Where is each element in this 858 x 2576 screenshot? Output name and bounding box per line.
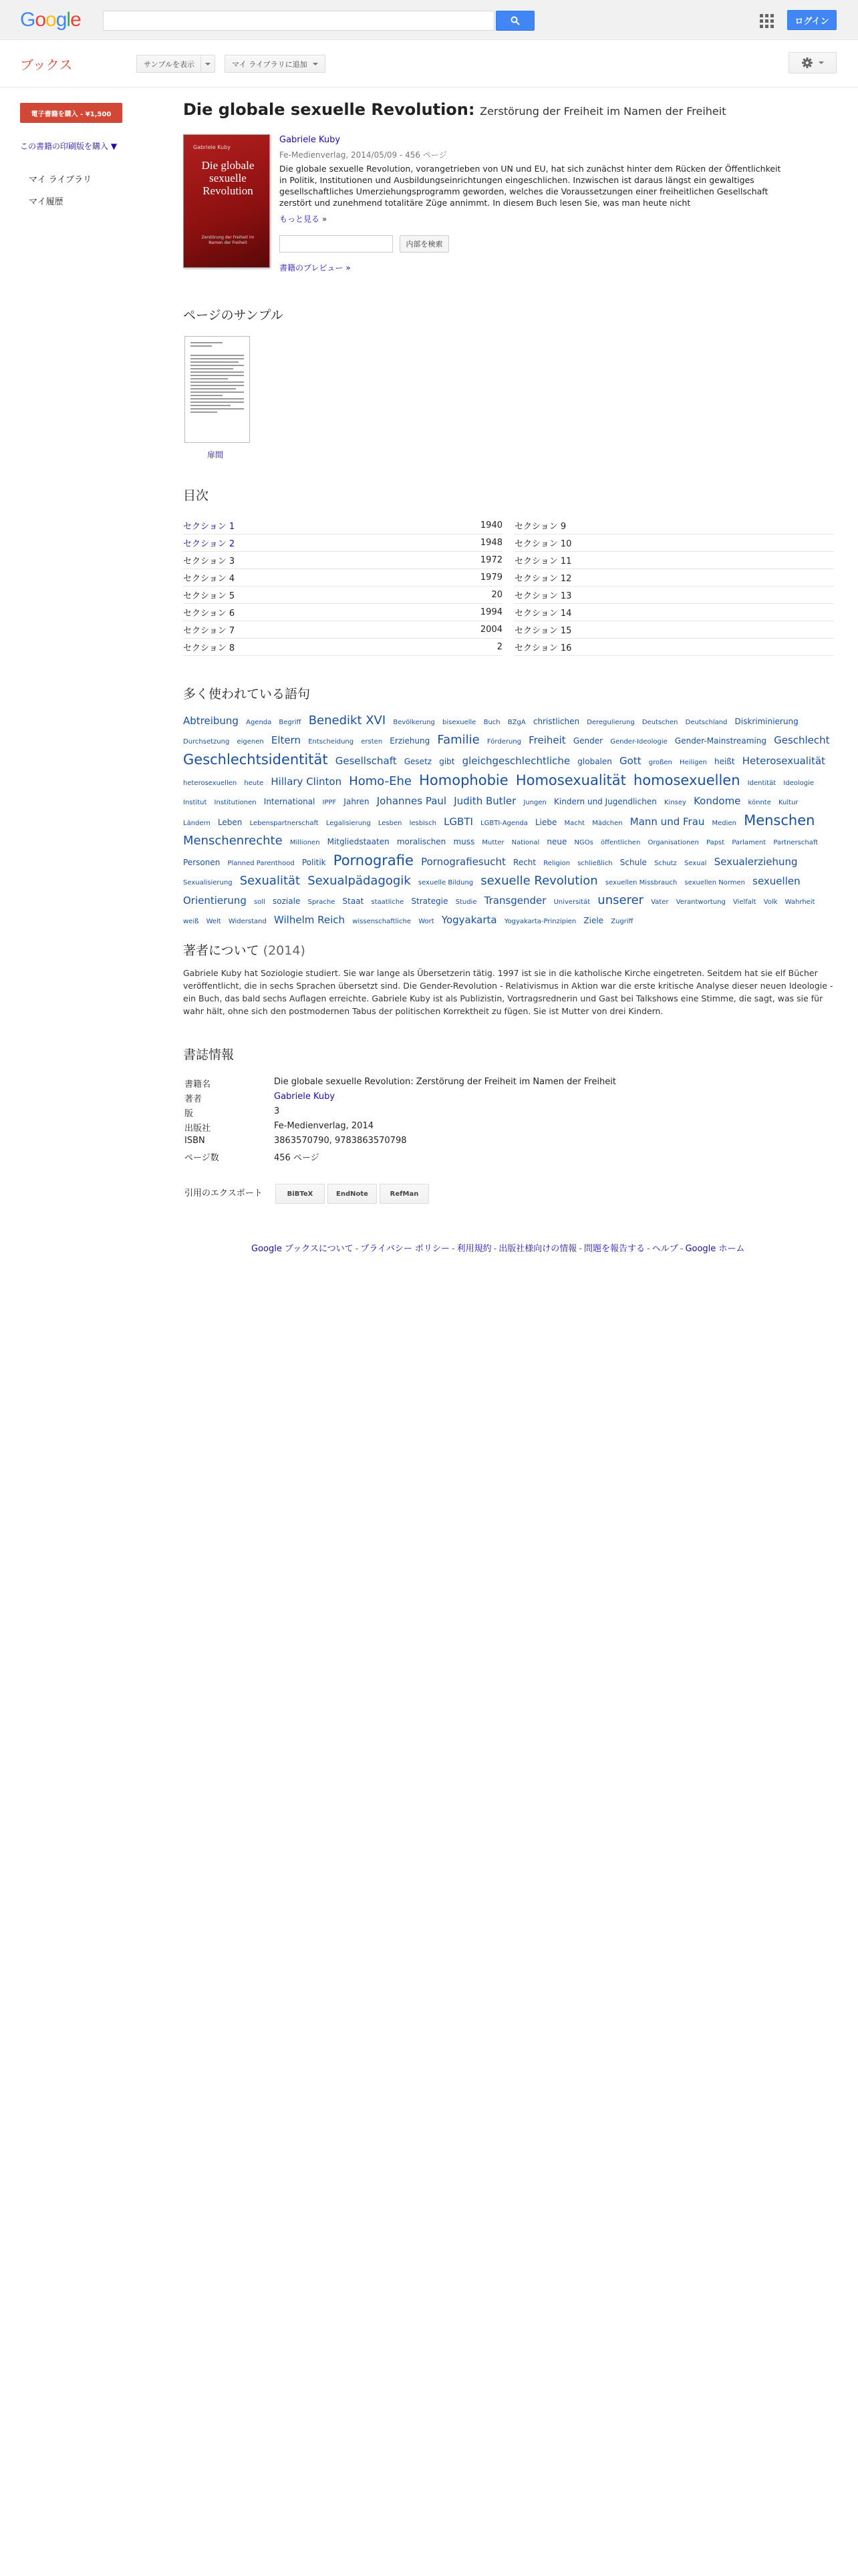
term-link[interactable]: Verantwortung xyxy=(676,899,726,906)
bib-key: 著者 xyxy=(184,1094,202,1104)
toc-row xyxy=(183,621,503,639)
sidebar-item-my-history[interactable]: マイ履歴 xyxy=(29,197,63,207)
search-input[interactable] xyxy=(103,11,494,31)
term-link[interactable]: Institutionen xyxy=(214,799,257,806)
term-link[interactable]: Buch xyxy=(483,719,500,726)
toc-section-label: セクション 14 xyxy=(515,609,572,619)
term-link[interactable]: Millionen xyxy=(289,839,320,846)
toc-section-label: セクション 4 xyxy=(183,574,235,584)
term-link[interactable]: muss xyxy=(453,837,475,846)
term-link[interactable]: Widerstand xyxy=(228,918,267,925)
bib-value: Die globale sexuelle Revolution: Zerstörung der Freiheit im Namen der Freiheit xyxy=(274,1077,617,1087)
term-link[interactable]: Vater xyxy=(651,899,669,906)
publication-info: Fe-Medienverlag, 2014/05/09 - 456 ページ xyxy=(279,150,447,160)
term-link[interactable]: Durchsetzung xyxy=(183,738,230,746)
footer-separator: - xyxy=(647,1244,650,1254)
apps-grid-icon[interactable] xyxy=(758,12,774,28)
footer-link[interactable]: 利用規約 xyxy=(456,1244,492,1254)
term-link[interactable]: Homophobie xyxy=(419,772,509,788)
term-link[interactable]: National xyxy=(511,839,540,846)
term-link[interactable]: Papst xyxy=(706,839,725,846)
term-link[interactable]: Gott xyxy=(619,755,641,767)
term-link[interactable]: Vielfalt xyxy=(732,899,756,906)
term-link[interactable]: Kindern und Jugendlichen xyxy=(554,797,657,806)
chevron-down-icon xyxy=(313,63,318,65)
term-link[interactable]: könnte xyxy=(748,799,771,806)
term-link[interactable]: Entscheidung xyxy=(308,738,354,746)
export-refman-button[interactable]: RefMan xyxy=(380,1184,429,1204)
term-link[interactable]: Strategie xyxy=(411,897,448,906)
term-link[interactable]: Eltern xyxy=(271,734,301,746)
bib-key: 出版社 xyxy=(184,1124,211,1134)
export-endnote-button[interactable]: EndNote xyxy=(327,1184,377,1204)
toc-section-label: セクション 8 xyxy=(183,643,235,653)
about-author-title: 著者について xyxy=(183,943,259,958)
toc-section-label: セクション 15 xyxy=(515,626,572,636)
toc-row xyxy=(515,639,834,656)
bib-value: 3 xyxy=(274,1106,280,1116)
term-link[interactable]: International xyxy=(263,797,315,806)
footer-separator: - xyxy=(680,1244,684,1254)
logo-letter: G xyxy=(20,9,35,31)
cover-subtitle: Zerstörung der Freiheit im Namen der Freiheit xyxy=(201,235,255,245)
term-link[interactable]: Abtreibung xyxy=(183,715,239,727)
term-link[interactable]: Orientierung xyxy=(183,895,247,907)
toc-row xyxy=(183,639,503,656)
buy-ebook-button[interactable]: 電子書籍を購入 - ¥1,500 xyxy=(20,103,122,123)
term-link[interactable]: Lebenspartnerschaft xyxy=(249,820,319,827)
term-link[interactable]: Parlament xyxy=(732,839,766,846)
term-link[interactable]: Freiheit xyxy=(529,734,566,746)
add-to-library-label: マイ ライブラリに追加 xyxy=(232,59,307,69)
term-link[interactable]: Sexualisierung xyxy=(183,879,233,887)
footer-link[interactable]: 出版社様向けの情報 xyxy=(498,1244,577,1254)
toc-page-number: 1972 xyxy=(480,555,503,565)
toc-section-label: セクション 7 xyxy=(183,626,235,636)
term-link[interactable]: bisexuelle xyxy=(442,719,476,726)
toc-row xyxy=(183,569,503,587)
term-link[interactable]: Begriff xyxy=(279,719,301,726)
term-link[interactable]: Heterosexualität xyxy=(742,755,826,767)
term-link[interactable]: BZgA xyxy=(507,719,526,726)
term-link[interactable]: Kinsey xyxy=(664,799,686,806)
term-link[interactable]: Sexualität xyxy=(239,874,301,888)
term-link[interactable]: Planned Parenthood xyxy=(227,860,295,867)
term-link[interactable]: Deutschland xyxy=(685,719,728,726)
term-link[interactable]: Agenda xyxy=(246,719,272,726)
toc-page-number: 1994 xyxy=(480,607,503,617)
gear-icon xyxy=(801,57,813,69)
book-subtitle: Zerstörung der Freiheit im Namen der Freiheit xyxy=(480,105,726,118)
toc-row[interactable] xyxy=(183,517,503,534)
term-link[interactable]: Liebe xyxy=(535,818,557,827)
term-link[interactable]: Gesetz xyxy=(404,757,432,766)
buy-print-link[interactable]: この書籍の印刷版を購入 ▼ xyxy=(20,142,118,151)
term-link[interactable]: Gender-Ideologie xyxy=(610,738,668,746)
more-link[interactable]: もっと見る » xyxy=(279,214,327,224)
sidebar-item-my-library[interactable]: マイ ライブラリ xyxy=(29,175,92,185)
view-sample-button[interactable] xyxy=(136,55,202,73)
term-link[interactable]: weiß xyxy=(183,918,199,925)
term-link[interactable]: Ziele xyxy=(583,916,604,925)
term-link[interactable]: Menschen xyxy=(744,812,815,828)
toc-page-number: 1979 xyxy=(480,573,503,583)
bib-value: Fe-Medienverlag, 2014 xyxy=(274,1121,374,1131)
toc-row xyxy=(183,604,503,621)
term-link[interactable]: Menschenrechte xyxy=(183,834,283,848)
search-button[interactable] xyxy=(496,11,535,31)
term-link[interactable]: Volk xyxy=(763,899,778,906)
books-brand[interactable]: ブックス xyxy=(20,57,73,73)
term-link[interactable]: Identität xyxy=(747,780,776,787)
book-cover-image[interactable] xyxy=(183,134,270,268)
toc-row xyxy=(515,534,834,552)
term-link[interactable]: Sexualpädagogik xyxy=(307,874,411,888)
term-link[interactable]: NGOs xyxy=(574,839,593,846)
term-link[interactable]: lesbisch xyxy=(409,820,436,827)
chevron-down-icon xyxy=(205,63,210,65)
term-link[interactable]: Personen xyxy=(183,858,221,867)
toc-row[interactable] xyxy=(183,534,503,552)
term-link[interactable]: Homo-Ehe xyxy=(349,774,412,788)
logo-letter: g xyxy=(55,9,67,31)
bib-value: 3863570790, 9783863570798 xyxy=(274,1136,407,1146)
term-link[interactable]: Jungen xyxy=(523,799,547,806)
term-link[interactable]: LGBTI-Agenda xyxy=(480,820,528,827)
export-citation-label: 引用のエクスポート xyxy=(184,1188,263,1198)
term-link[interactable]: IPPF xyxy=(322,799,337,806)
term-link[interactable]: gleichgeschlechtliche xyxy=(462,755,571,767)
term-link[interactable]: Wahrheit xyxy=(784,899,815,906)
term-link[interactable]: Kultur xyxy=(778,799,799,806)
term-link[interactable]: Lesben xyxy=(378,820,402,827)
term-link[interactable]: Pornografie xyxy=(333,852,414,868)
logo-letter: l xyxy=(66,9,71,31)
term-link[interactable]: soll xyxy=(254,899,265,906)
logo-letter: e xyxy=(70,9,81,31)
toc-row xyxy=(183,587,503,604)
sample-page-thumbnail[interactable] xyxy=(184,336,250,443)
bib-key: ISBN xyxy=(184,1136,205,1146)
bibliographic-heading: 書誌情報 xyxy=(183,1048,235,1062)
term-link[interactable]: gibt xyxy=(439,757,455,766)
books-toolbar xyxy=(0,41,858,88)
term-link[interactable]: Institut xyxy=(183,799,207,806)
term-link[interactable]: schließlich xyxy=(577,860,613,867)
login-button[interactable]: ログイン xyxy=(787,10,837,30)
about-author-heading xyxy=(183,941,305,959)
settings-button[interactable] xyxy=(789,52,837,73)
term-link[interactable]: Legalisierung xyxy=(325,820,371,827)
export-bibtex-button[interactable]: BiBTeX xyxy=(275,1184,325,1204)
sample-dropdown-button[interactable] xyxy=(200,55,215,73)
toc-row xyxy=(515,587,834,604)
term-link[interactable]: ersten xyxy=(361,738,383,746)
footer-link[interactable]: Google ブックスについて xyxy=(251,1244,353,1254)
toc-page-number: 1948 xyxy=(480,538,503,548)
term-link[interactable]: LGBTI xyxy=(444,816,473,828)
term-link[interactable]: Geschlechtsidentität xyxy=(183,752,328,768)
term-link[interactable]: Kondome xyxy=(694,795,741,807)
term-link[interactable]: Heiligen xyxy=(680,759,707,766)
common-terms-heading: 多く使われている語句 xyxy=(183,687,311,701)
term-link[interactable]: christlichen xyxy=(533,717,580,726)
word-cloud xyxy=(183,712,837,931)
term-link[interactable]: heute xyxy=(244,780,264,787)
term-link[interactable]: Benedikt XVI xyxy=(308,713,386,728)
bib-key: ページ数 xyxy=(184,1153,219,1163)
toc-row xyxy=(183,552,503,569)
term-link[interactable]: Deutschen xyxy=(641,719,678,726)
footer-link[interactable]: 問題を報告する xyxy=(584,1244,646,1254)
cover-author: Gabriele Kuby xyxy=(193,144,231,150)
term-link[interactable]: globalen xyxy=(577,757,612,766)
footer-link[interactable]: プライバシー ポリシー xyxy=(360,1244,450,1254)
logo-letter: o xyxy=(35,9,46,31)
term-link[interactable]: heißt xyxy=(714,757,735,766)
footer-separator: - xyxy=(579,1244,583,1254)
term-link[interactable]: Sexual xyxy=(684,860,707,867)
logo-letter: o xyxy=(45,9,56,31)
term-link[interactable]: sexuellen Normen xyxy=(684,879,745,887)
term-link[interactable]: Deregulierung xyxy=(587,719,635,726)
term-link[interactable]: soziale xyxy=(273,897,301,906)
toc-section-label: セクション 5 xyxy=(183,591,235,601)
term-link[interactable]: Jahren xyxy=(343,797,370,806)
toc-row xyxy=(515,569,834,587)
term-link[interactable]: Studie xyxy=(455,899,477,906)
footer-link[interactable]: ヘルプ xyxy=(652,1244,678,1254)
term-link[interactable]: Gender-Mainstreaming xyxy=(674,736,766,746)
preview-link[interactable]: 書籍のプレビュー » xyxy=(279,263,351,273)
term-link[interactable]: Recht xyxy=(513,858,537,867)
term-link[interactable]: Homosexualität xyxy=(515,772,626,788)
term-link[interactable]: Geschlecht xyxy=(774,734,830,746)
term-link[interactable]: Mädchen xyxy=(592,820,623,827)
term-link[interactable]: Diskriminierung xyxy=(734,717,799,726)
term-link[interactable]: neue xyxy=(547,837,567,846)
term-link[interactable]: sexuelle Revolution xyxy=(480,874,598,888)
term-link[interactable]: Macht xyxy=(564,820,585,827)
toc-section-label: セクション 16 xyxy=(515,643,572,653)
search-icon xyxy=(511,16,520,25)
term-link[interactable]: Pornografiesucht xyxy=(421,856,506,868)
term-link[interactable]: staatliche xyxy=(371,899,404,906)
term-link[interactable]: Transgender xyxy=(484,895,547,907)
about-author-year: (2014) xyxy=(263,943,305,958)
term-link[interactable]: Ideologie xyxy=(783,780,815,787)
author-link[interactable]: Gabriele Kuby xyxy=(279,135,341,145)
view-sample-label: サンプルを表示 xyxy=(144,59,195,69)
term-link[interactable]: Welt xyxy=(206,918,221,925)
term-link[interactable]: Mann und Frau xyxy=(629,816,705,828)
term-link[interactable]: Johannes Paul xyxy=(376,795,447,807)
term-link[interactable]: sexuelle Bildung xyxy=(418,879,474,887)
term-link[interactable]: Religion xyxy=(543,860,571,867)
inside-search-input[interactable] xyxy=(279,235,393,253)
inside-search-button[interactable]: 内部を検索 xyxy=(400,235,449,253)
toc-page-number: 1940 xyxy=(480,520,503,530)
term-link[interactable]: Yogyakarta-Prinzipien xyxy=(504,918,577,925)
term-link[interactable]: Universität xyxy=(553,899,591,906)
toc-row xyxy=(515,621,834,639)
top-bar xyxy=(0,0,858,40)
term-link[interactable]: Erziehung xyxy=(390,736,430,746)
term-link[interactable]: unserer xyxy=(597,893,644,907)
toc-section-label: セクション 3 xyxy=(183,556,235,567)
toc-section-label: セクション 9 xyxy=(515,522,567,532)
footer-separator: - xyxy=(451,1244,455,1254)
term-link[interactable]: homosexuellen xyxy=(633,772,740,788)
footer-separator: - xyxy=(355,1244,359,1254)
term-link[interactable]: Sexualerziehung xyxy=(714,856,798,868)
sample-pages-heading: ページのサンプル xyxy=(183,308,283,323)
term-link[interactable]: Ländern xyxy=(183,820,210,827)
book-description: Die globale sexuelle Revolution, vorangetrieben von UN und EU, hat sich zunächst hinter dem Rücken der Öffentlichkeit in Politik, Institutionen und Ausbildungseinrichtungen eingeschlichen. Inzwischen ist daraus längst ein gewaltiges gesellschaftliches Umerziehungsprogramm geworden, welches die Voraussetzungen einer freiheitlichen Gesellschaft zerstört und zunehmend totalitäre Züge annimmt. In diesem Buch lesen Sie, was man heute nicht xyxy=(279,164,781,208)
term-link[interactable]: Familie xyxy=(437,733,480,747)
cover-title: Die globale sexuelle Revolution xyxy=(201,159,255,197)
term-link[interactable]: Wilhelm Reich xyxy=(274,914,345,926)
term-link[interactable]: moralischen xyxy=(396,837,446,846)
term-link[interactable]: öffentlichen xyxy=(601,839,641,846)
bib-value: 456 ページ xyxy=(274,1153,319,1163)
term-link[interactable]: Zugriff xyxy=(611,918,633,925)
term-link[interactable]: Mutter xyxy=(482,839,505,846)
toc-row xyxy=(515,604,834,621)
term-link[interactable]: Sprache xyxy=(307,899,335,906)
toc-section-label: セクション 13 xyxy=(515,591,572,601)
term-link[interactable]: Medien xyxy=(712,820,736,827)
sample-page-label[interactable]: 扉間 xyxy=(207,450,224,460)
term-link[interactable]: heterosexuellen xyxy=(183,780,237,787)
toc-row xyxy=(515,552,834,569)
toc-section-label: セクション 11 xyxy=(515,556,572,567)
toc-page-number: 20 xyxy=(491,590,503,600)
term-link[interactable]: eigenen xyxy=(237,738,264,746)
term-link[interactable]: Judith Butler xyxy=(454,795,517,807)
term-link[interactable]: Yogyakarta xyxy=(441,914,497,926)
term-link[interactable]: Hillary Clinton xyxy=(271,776,342,788)
toc-page-number: 2004 xyxy=(480,625,503,635)
term-link[interactable]: Schutz xyxy=(654,860,677,867)
bib-value[interactable]: Gabriele Kuby xyxy=(274,1092,335,1102)
toc-heading: 目次 xyxy=(183,488,209,503)
term-link[interactable]: Gesellschaft xyxy=(335,755,397,767)
term-link[interactable]: Bevölkerung xyxy=(393,719,435,726)
toc-section-label: セクション 12 xyxy=(515,574,572,584)
bib-key: 書籍名 xyxy=(184,1080,211,1090)
term-link[interactable]: Wort xyxy=(418,918,434,925)
add-to-library-button[interactable] xyxy=(225,55,325,73)
toc-section-label: セクション 6 xyxy=(183,609,235,619)
about-author-text: Gabriele Kuby hat Soziologie studiert. Sie war lange als Übersetzerin tätig. 1997 ist sie in die katholische Kirche eingetreten. Seitdem hat sie elf Bücher veröffentlicht, die in sechs Sprachen übersetzt sind. Die Gender-Revolution - Relativismus in Aktion war die erste kritische Analyse dieser neuen Ideologie - ein Buch, das bald sechs Auflagen erreichte. Gabriele Kuby ist als Publizistin, Vortragsrednerin und Gast bei Talkshows eine Stimme, die sagt, was sie für wahr hält, ohne sich den postmodernen Tabus der politischen Korrektheit zu fügen. Sie ist Mutter von drei Kindern. xyxy=(183,968,833,1016)
toc-section-label: セクション 10 xyxy=(515,539,572,549)
term-link[interactable]: Schule xyxy=(619,858,647,867)
term-link[interactable]: wissenschaftliche xyxy=(352,918,412,925)
toc-page-number: 2 xyxy=(496,642,503,652)
toc-row xyxy=(515,517,834,534)
term-link[interactable]: Organisationen xyxy=(648,839,699,846)
footer-separator: - xyxy=(493,1244,497,1254)
term-link[interactable]: sexuellen xyxy=(752,875,801,887)
footer-links xyxy=(251,1241,744,1254)
term-link[interactable]: Partnerschaft xyxy=(773,839,819,846)
toc-section-label[interactable]: セクション 2 xyxy=(183,539,235,549)
term-link[interactable]: sexuellen Missbrauch xyxy=(605,879,678,887)
toc-section-label[interactable]: セクション 1 xyxy=(183,522,235,532)
google-logo[interactable] xyxy=(20,9,81,31)
term-link[interactable]: Förderung xyxy=(486,738,521,746)
term-link[interactable]: Staat xyxy=(342,897,364,906)
footer-link[interactable]: Google ホーム xyxy=(685,1244,745,1254)
term-link[interactable]: Gender xyxy=(573,736,603,746)
bib-key: 版 xyxy=(184,1109,194,1119)
book-title xyxy=(183,100,835,119)
chevron-down-icon xyxy=(819,61,824,64)
book-title-main: Die globale sexuelle Revolution: xyxy=(183,100,475,119)
term-link[interactable]: Mitgliedstaaten xyxy=(327,837,390,846)
term-link[interactable]: großen xyxy=(648,759,672,766)
term-link[interactable]: Leben xyxy=(217,818,243,827)
term-link[interactable]: Politik xyxy=(301,858,326,867)
